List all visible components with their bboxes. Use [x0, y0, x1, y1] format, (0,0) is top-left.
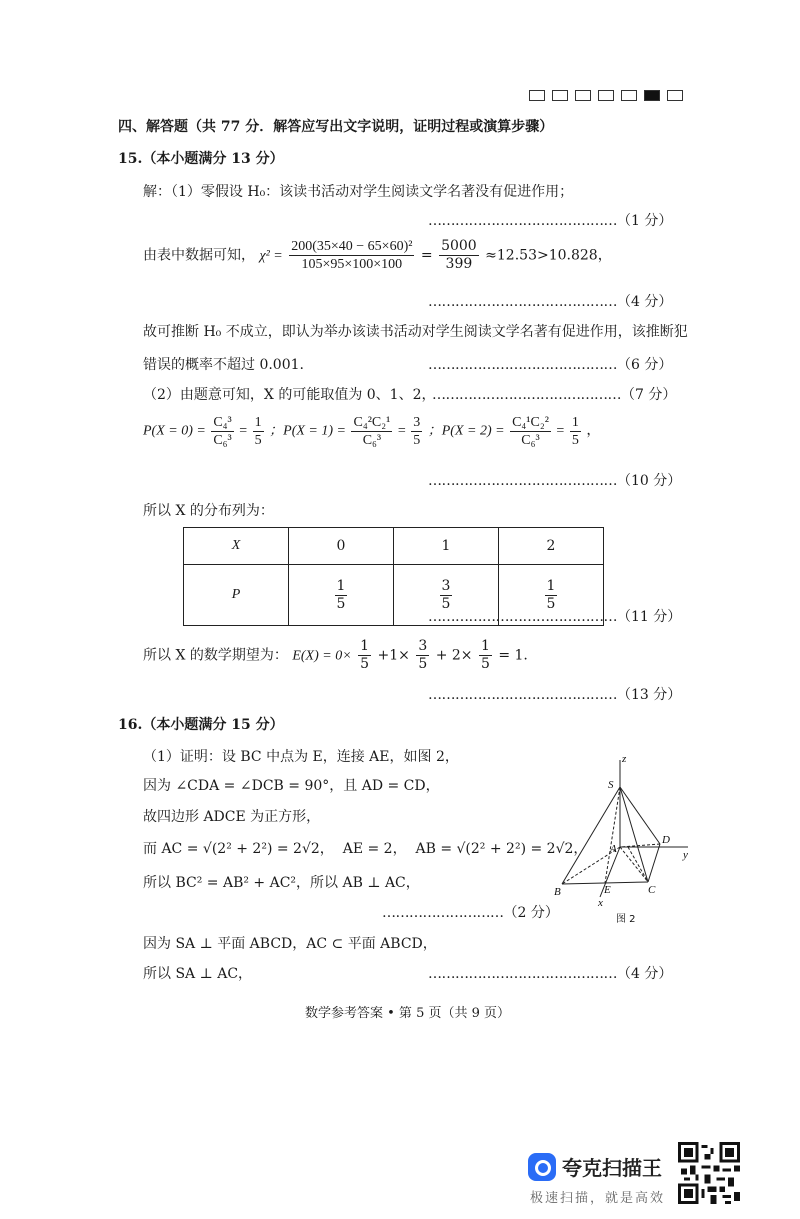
- q15-expectation-line: 所以 X 的数学期望为： E(X) = 0× $\frac{1}{5}$ +1× $\frac{3}{5}$ + 2× $\frac{1}{5}$ = 1.: [143, 638, 528, 672]
- q16-line-2: 因为 ∠CDA = ∠DCB = 90°，且 AD = CD，: [143, 778, 440, 794]
- q16-line-7: 所以 SA ⊥ AC，: [143, 966, 253, 982]
- scanner-logo-icon: [528, 1153, 556, 1181]
- section-heading: 四、解答题（共 77 分．解答应写出文字说明，证明过程或演算步骤）: [118, 119, 554, 135]
- q16-score-2: ………………………（2 分）: [382, 905, 559, 921]
- table-cell: $\frac{1}{5}$: [499, 565, 604, 626]
- point-label-b: B: [554, 886, 561, 898]
- q15-distribution-intro: 所以 X 的分布列为：: [143, 503, 274, 519]
- page-footer: 数学参考答案 • 第 5 页（共 9 页）: [305, 1006, 511, 1021]
- q15-score-13: ……………………………………（13 分）: [428, 687, 682, 703]
- q15-inference-line-2: 错误的概率不超过 0.001.: [143, 357, 304, 373]
- page-indicator-box: [644, 90, 660, 101]
- scanner-brand: 夸克扫描王: [562, 1156, 662, 1180]
- q16-score-4: ……………………………………（4 分）: [428, 966, 673, 982]
- q15-score-4: ……………………………………（4 分）: [428, 294, 673, 310]
- q15-title: 15.（本小题满分 13 分）: [118, 151, 284, 167]
- q16-line-4: 而 AC = √(2² + 2²) = 2√2， AE = 2， AB = √(2² + 2²) = 2√2，: [143, 841, 588, 857]
- q16-line-1: （1）证明：设 BC 中点为 E，连接 AE，如图 2，: [143, 749, 459, 765]
- q15-probabilities: P(X = 0) = $\frac{\text{C₄³}}{\text{C₆³}}$ = $\frac{1}{5}$ ；P(X = 1) = $\frac{\text{C₄²C₂¹}}{\text{C₆³}}$ = $\frac{3}{5}$ ；P(X = 2) = $\frac{\text{C₄¹C₂²}}{\text{C₆³}}$ = $\frac{1}{5}$ ，: [143, 415, 601, 448]
- q15-chi-square-line: 由表中数据可知， χ² = $\frac{\text{200(35×40 − 65×60)²}}{105\times 95\times 100\times 100}$ = $\frac{5000}{399}$ ≈12.53>10.828，: [143, 238, 612, 272]
- point-label-c: C: [648, 884, 656, 896]
- scanner-slogan: 极速扫描，就是高效: [530, 1191, 666, 1206]
- table-row: [184, 528, 604, 565]
- q15-score-7: ……………………………………（7 分）: [432, 387, 677, 403]
- table-cell: $\frac{1}{5}$: [289, 565, 394, 626]
- axis-label-y: y: [683, 849, 688, 861]
- point-label-e: E: [604, 884, 611, 896]
- q16-line-3: 故四边形 ADCE 为正方形，: [143, 809, 321, 825]
- q15-score-10: ……………………………………（10 分）: [428, 473, 682, 489]
- table-cell: X: [184, 528, 289, 565]
- q16-line-6: 因为 SA ⊥ 平面 ABCD，AC ⊂ 平面 ABCD，: [143, 936, 437, 952]
- page-indicator-box: [552, 90, 568, 101]
- q16-title: 16.（本小题满分 15 分）: [118, 717, 284, 733]
- page-indicator: [522, 89, 683, 105]
- q16-line-5: 所以 BC² = AB² + AC²，所以 AB ⊥ AC，: [143, 875, 420, 891]
- qr-code: [678, 1142, 740, 1204]
- figure-caption: 图 2: [616, 914, 636, 925]
- page-indicator-box: [667, 90, 683, 101]
- page-indicator-box: [529, 90, 545, 101]
- page-indicator-box: [621, 90, 637, 101]
- q15-part2-line: （2）由题意可知，X 的可能取值为 0、1、2，: [143, 387, 436, 403]
- axis-label-x: x: [598, 897, 603, 909]
- point-label-a: A: [610, 843, 617, 855]
- q15-inference-line-1: 故可推断 H₀ 不成立，即认为举办该读书活动对学生阅读文学名著有促进作用，该推断犯: [143, 324, 688, 340]
- axis-label-z: z: [622, 753, 627, 765]
- pyramid-edges: [562, 760, 688, 897]
- table-cell: $\frac{3}{5}$: [394, 565, 499, 626]
- point-label-s: S: [608, 779, 614, 791]
- table-cell: 2: [499, 528, 604, 565]
- table-cell: P: [184, 565, 289, 626]
- point-label-d: D: [662, 834, 670, 846]
- q15-score-6: ……………………………………（6 分）: [428, 357, 673, 373]
- q15-score-1: ……………………………………（1 分）: [428, 213, 673, 229]
- table-cell: 0: [289, 528, 394, 565]
- page-indicator-box: [575, 90, 591, 101]
- q15-score-11: ……………………………………（11 分）: [428, 609, 682, 625]
- pyramid-figure: [548, 752, 698, 932]
- page-indicator-box: [598, 90, 614, 101]
- q15-part1-line: 解：（1）零假设 H₀：该读书活动对学生阅读文学名著没有促进作用；: [143, 184, 574, 200]
- table-cell: 1: [394, 528, 499, 565]
